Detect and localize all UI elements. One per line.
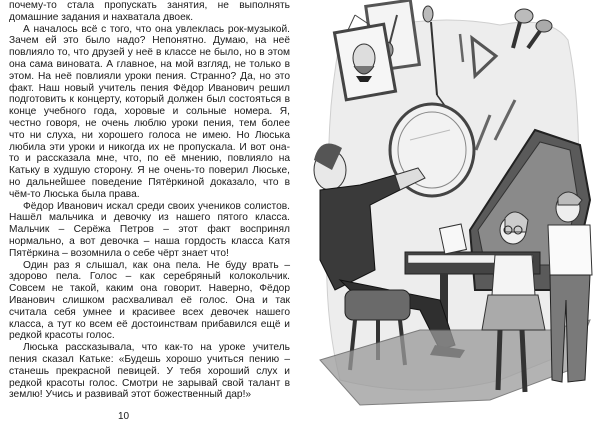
- paragraph-4: Один раз я слышал, как она пела. Не буду врать – здорово пела. Голос – как серебряный колокольчик. Совсем не такой, каким она говорит. Наверно, Фёдор Иванович слишком расхваливал её голос. Она и так считала себя умнее и красивее всех девочек нашего класса, а тут ко всем её достоинствам прибавился ещё и редкой красоты голос.: [9, 259, 290, 342]
- paragraph-2: А началось всё с того, что она увлеклась рок-музыкой. Зачем ей это было надо? Непонятно. Думаю, на неё повлияло то, что друзей у неё в классе не было, но в этом она сама виновата. А главное, на мой взгляд, не только в этом. На неё повлияли уроки пения. Странно? Да, но это факт. Наш новый учитель пения Фёдор Иванович решил подготовить к концерту, который должен был состояться в конце учебного года, хоровые и сольные номера. Я, честно говоря, не очень люблю уроки пения, тем более что ни слуха, ни хорошего голоса не имею. Но Люська любила эти уроки и никогда их не пропускала. И вот она-то и рассказала мне, что, по её мнению, повлияло на Катьку в худшую сторону. Я не очень-то поверил Люське, но дальнейшее поведение Пятёркиной доказало, что в чём-то Люська была права.: [9, 23, 290, 200]
- page-number: 10: [118, 411, 130, 422]
- sheet-music: [440, 224, 467, 254]
- illustration: [300, 0, 600, 428]
- paragraph-3: Фёдор Иванович искал среди своих учеников солистов. Нашёл мальчика и девочку из нашего пятого класса. Мальчик – Серёжа Петров – этот факт воспринял нормально, а вот девочка – наша гордость класса Катя Пятёркина – возомнила о себе чёрт знает что!: [9, 200, 290, 259]
- body-text: [9, 0, 290, 401]
- paragraph-1: почему-то стала пропускать занятия, не выполнять домашние задания и нахватала двоек.: [9, 0, 290, 23]
- illustration-image: [300, 0, 600, 428]
- paragraph-5: Люська рассказывала, что как-то на уроке учитель пения сказал Катьке: «Будешь хорошо учиться пению – станешь прекрасной певицей. У тебя хороший слух и редкой красоты голос. Смотри не зарывай свой талант в землю! Учись и развивай этот божественный дар!»: [9, 342, 290, 401]
